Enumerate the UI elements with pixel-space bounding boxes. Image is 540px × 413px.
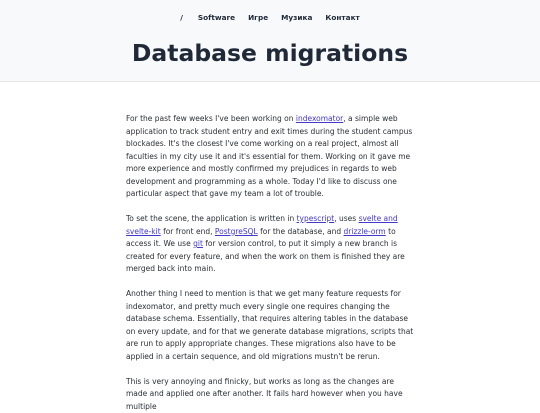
paragraph-text: for the database, and — [258, 227, 344, 236]
svelte-link[interactable]: svelte and svelte-kit — [126, 214, 398, 236]
nav-item-software[interactable]: Software — [198, 13, 235, 22]
paragraph-text: to access it. We use — [126, 227, 396, 249]
nav-item-music[interactable]: Музика — [281, 13, 312, 22]
page-title: Database migrations — [0, 38, 540, 68]
paragraph-text: , a simple web application to track student entry and exit times during the student campus blockades. It's the closest I've come working on a real project, almost all faculties in my city use it and it's essential for them. Working on it gave me more experience and mostly confirmed my prejudices in regards to web development and programming as a whole. Today I'd like to discuss one particular aspect that gave my team a lot of trouble. — [126, 114, 412, 198]
paragraph-text: for version control, to put it simply a new branch is created for every feature, and when the work on them is finished they are merged back into main. — [126, 239, 405, 273]
paragraph-text: for front end, — [161, 227, 215, 236]
paragraph-text: , uses — [334, 214, 358, 223]
article-paragraph — [126, 113, 414, 201]
git-link[interactable]: git — [193, 239, 203, 248]
article-paragraph: Another thing I need to mention is that we get many feature requests for indexomator, and pretty much every single one requires changing the database schema. Essentially, that requires altering tables in the database on every update, and for that we generate database migrations, scripts that are run to apply appropriate changes. These migrations also have to be applied in a certain sequence, and old migrations mustn't be rerun. — [126, 288, 414, 363]
article-paragraph: This is very annoying and finicky, but works as long as the changes are made and applied one after another. It fails hard however when you have multiple — [126, 376, 414, 413]
postgresql-link[interactable]: PostgreSQL — [215, 227, 258, 236]
typescript-link[interactable]: typescript — [297, 214, 335, 223]
drizzle-orm-link[interactable]: drizzle-orm — [344, 227, 386, 236]
nav-item-contact[interactable]: Контакт — [325, 13, 359, 22]
top-nav — [0, 11, 540, 23]
indexomator-link[interactable]: indexomator — [296, 114, 343, 123]
nav-item-games[interactable]: Игре — [248, 13, 268, 22]
paragraph-text: For the past few weeks I've been working on — [126, 114, 296, 123]
nav-home-link[interactable]: / — [180, 13, 183, 22]
article-body — [126, 82, 414, 413]
site-header — [0, 0, 540, 82]
paragraph-text: To set the scene, the application is written in — [126, 214, 297, 223]
article-paragraph — [126, 213, 414, 276]
